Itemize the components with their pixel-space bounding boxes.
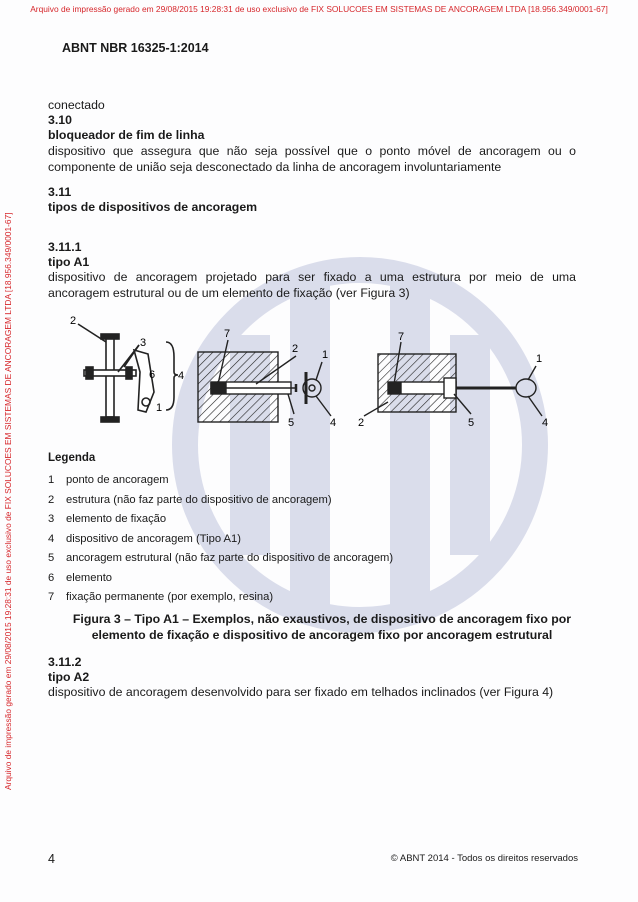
legend-item: [48, 591, 393, 611]
section-3-11-2-term: tipo A2: [48, 670, 90, 684]
legend-number: 2: [48, 493, 55, 506]
caption-line-1: Figura 3 – Tipo A1 – Exemplos, não exaustivos, de dispositivo de ancoragem fixo por: [72, 612, 572, 626]
fig-c-label-2: 2: [358, 417, 365, 429]
fig-c-label-5: 5: [468, 417, 475, 429]
legend-number: 5: [48, 552, 55, 564]
legend-number: 6: [48, 571, 55, 584]
section-3-10-term: bloqueador de fim de linha: [48, 128, 205, 142]
section-3-11-number: 3.11: [48, 185, 72, 199]
section-3-10-definition: dispositivo que assegura que não seja possível que o ponto móvel de ancoragem ou o componente de união seja desconectado da linha de ancoragem involuntariamente: [48, 144, 576, 174]
copyright-notice: © ABNT 2014 - Todos os direitos reservados: [390, 853, 578, 864]
watermark-top: Arquivo de impressão gerado em 29/08/2015 19:28:31 de uso exclusivo de FIX SOLUCOES EM SISTEMAS DE ANCORAGEM LTDA [18.956.349/0001-67]: [30, 4, 608, 14]
legend-title: Legenda: [48, 452, 96, 464]
section-3-11-1-term: tipo A1: [48, 255, 90, 269]
fig-a-label-2: 2: [70, 315, 77, 327]
fig-b-label-2: 2: [292, 343, 299, 355]
caption-line-2: elemento de fixação e dispositivo de ancoragem fixo por ancoragem estrutural: [91, 627, 553, 642]
figure-c-structural-anchor-eyebolt: [364, 342, 542, 416]
legend-text: dispositivo de ancoragem (Tipo A1): [66, 532, 241, 545]
legend-list: [48, 474, 393, 611]
figure-b-structural-anchor: [198, 340, 331, 422]
section-3-11-term: tipos de dispositivos de ancoragem: [48, 200, 258, 214]
page-header-title: ABNT NBR 16325-1:2014: [62, 41, 209, 55]
legend-text: ancoragem estrutural (não faz parte do dispositivo de ancoragem): [66, 552, 394, 564]
fig-b-label-4: 4: [330, 417, 337, 429]
legend-item: [48, 533, 393, 553]
fig-a-label-3: 3: [140, 337, 147, 349]
section-3-11-1-definition: dispositivo de ancoragem projetado para ser fixado a uma estrutura por meio de uma ancoragem estrutural ou de um elemento de fixação (ver Figura 3): [48, 270, 576, 300]
figure-a-beam-clamp: [78, 324, 178, 422]
fig-c-label-4: 4: [542, 417, 549, 429]
fig-a-label-6: 6: [149, 369, 156, 381]
section-3-11-1-number: 3.11.1: [48, 240, 82, 254]
page-number: 4: [48, 852, 55, 866]
fig-c-label-7: 7: [398, 331, 405, 343]
legend-number: 4: [48, 532, 55, 545]
legend-item: [48, 474, 393, 494]
text-conectado: conectado: [48, 98, 105, 112]
legend-number: 1: [48, 474, 55, 486]
legend-text: fixação permanente (por exemplo, resina): [66, 591, 274, 603]
fig-c-label-1: 1: [536, 353, 543, 365]
fig-b-label-5: 5: [288, 417, 295, 429]
legend-item: [48, 572, 393, 592]
fig-b-label-7: 7: [224, 328, 231, 340]
legend-item: [48, 494, 393, 514]
figure-3-caption: [48, 612, 596, 643]
section-3-11-2-definition: dispositivo de ancoragem desenvolvido para ser fixado em telhados inclinados (ver Figura 4): [48, 685, 554, 699]
section-3-10-number: 3.10: [48, 113, 72, 127]
fig-b-label-1: 1: [322, 349, 329, 361]
legend-number: 3: [48, 513, 55, 525]
legend-text: elemento de fixação: [66, 513, 167, 525]
section-3-11-2-number: 3.11.2: [48, 655, 82, 669]
watermark-side: Arquivo de impressão gerado em 29/08/2015 19:28:31 de uso exclusivo de FIX SOLUCOES EM SISTEMAS DE ANCORAGEM LTDA [18.956.349/0001-67]: [3, 212, 13, 790]
legend-text: ponto de ancoragem: [66, 474, 169, 486]
figure-3-drawing: [66, 312, 566, 437]
fig-a-label-4: 4: [178, 370, 185, 382]
legend-item: [48, 552, 393, 572]
legend-number: 7: [48, 591, 55, 603]
legend-text: elemento: [66, 571, 113, 584]
fig-a-label-1: 1: [156, 402, 163, 414]
legend-item: [48, 513, 393, 533]
legend-text: estrutura (não faz parte do dispositivo de ancoragem): [66, 493, 332, 506]
